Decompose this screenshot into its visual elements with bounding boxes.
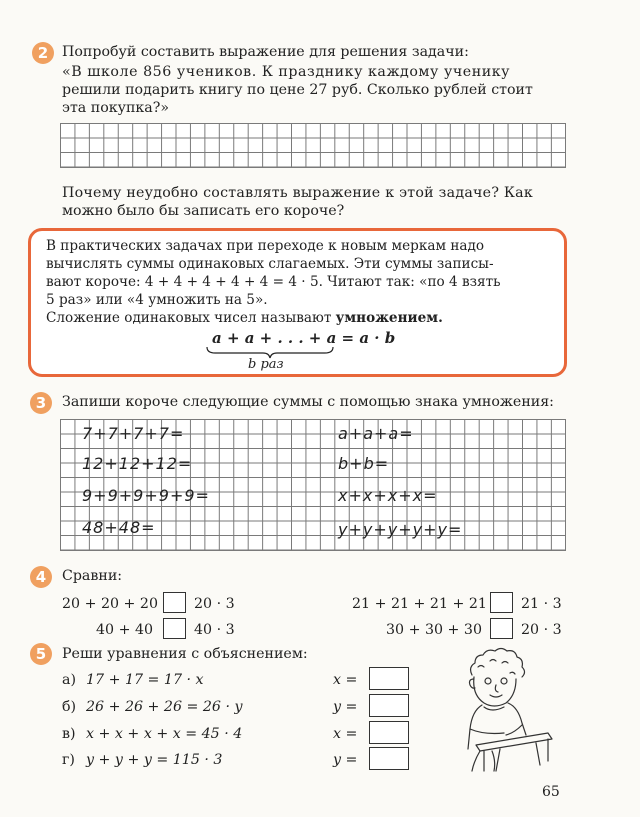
answer-box-c[interactable] <box>369 721 409 744</box>
task3-title: Запиши короче следующие суммы с помощью знака умножения: <box>62 394 554 410</box>
eq-a: 17 + 17 = 17 · x <box>86 672 204 688</box>
compare-left-3: 21 + 21 + 21 + 21 <box>352 596 487 612</box>
compare-left-4: 30 + 30 + 30 <box>386 622 482 638</box>
compare-right-4: 20 · 3 <box>521 622 562 638</box>
task-number-5: 5 <box>30 643 52 665</box>
sum-a: a+a+a= <box>338 424 414 443</box>
sum-7: 7+7+7+7= <box>82 424 185 443</box>
sum-9: 9+9+9+9+9= <box>82 486 210 505</box>
rule-line5-plain: Сложение одинаковых чисел называют <box>46 310 336 326</box>
answer-box-b[interactable] <box>369 694 409 717</box>
task2-line4: эта покупка?» <box>62 100 170 116</box>
compare-left-2: 40 + 40 <box>96 622 154 638</box>
rule-line5 <box>46 310 443 327</box>
task2-question2: можно было бы записать его короче? <box>62 203 345 219</box>
eq-var-d: y = <box>333 752 358 768</box>
eq-var-c: x = <box>333 726 358 742</box>
sum-48: 48+48= <box>82 518 156 537</box>
eq-var-a: x = <box>333 672 358 688</box>
boy-illustration <box>440 645 565 775</box>
rule-line5-bold: умножением. <box>335 310 443 326</box>
answer-grid-task2[interactable] <box>60 123 566 168</box>
multiplication-formula: a + a + . . . + a = a · b <box>212 329 396 347</box>
eq-label-d: г) <box>62 752 75 768</box>
task2-line1: Попробуй составить выражение для решения задачи: <box>62 44 469 60</box>
task-number-2: 2 <box>32 42 54 64</box>
compare-box-3[interactable] <box>490 592 513 613</box>
eq-var-b: y = <box>333 699 358 715</box>
brace-label: b раз <box>248 357 284 372</box>
eq-label-a: а) <box>62 672 76 688</box>
sum-x: x+x+x+x= <box>338 486 438 505</box>
compare-box-1[interactable] <box>163 592 186 613</box>
rule-line2: вычислять суммы одинаковых слагаемых. Эти суммы записы- <box>46 256 494 272</box>
eq-d: y + y + y = 115 · 3 <box>86 752 223 768</box>
task5-title: Реши уравнения с объяснением: <box>62 646 308 662</box>
compare-right-1: 20 · 3 <box>194 596 235 612</box>
page-number: 65 <box>542 784 560 800</box>
compare-right-3: 21 · 3 <box>521 596 562 612</box>
eq-b: 26 + 26 + 26 = 26 · y <box>86 699 243 715</box>
answer-box-d[interactable] <box>369 747 409 770</box>
task2-line3: решили подарить книгу по цене 27 руб. Сколько рублей стоит <box>62 82 533 98</box>
rule-line1: В практических задачах при переходе к новым меркам надо <box>46 238 485 254</box>
sum-b: b+b= <box>338 454 390 473</box>
compare-left-1: 20 + 20 + 20 <box>62 596 158 612</box>
rule-line4: 5 раз» или «4 умножить на 5». <box>46 292 268 308</box>
compare-box-2[interactable] <box>163 618 186 639</box>
task-number-3: 3 <box>30 392 52 414</box>
sum-12: 12+12+12= <box>82 454 193 473</box>
rule-line3: вают короче: 4 + 4 + 4 + 4 + 4 = 4 · 5. Читают так: «по 4 взять <box>46 274 501 290</box>
task2-line2: «В школе 856 учеников. К празднику каждому ученику <box>62 64 511 80</box>
sum-y: y+y+y+y+y= <box>338 520 463 539</box>
compare-box-4[interactable] <box>490 618 513 639</box>
task4-title: Сравни: <box>62 568 123 584</box>
eq-c: x + x + x + x = 45 · 4 <box>86 726 243 742</box>
answer-box-a[interactable] <box>369 667 409 690</box>
task2-question1: Почему неудобно составлять выражение к этой задаче? Как <box>62 185 533 201</box>
task-number-4: 4 <box>30 566 52 588</box>
eq-label-b: б) <box>62 699 77 715</box>
compare-right-2: 40 · 3 <box>194 622 235 638</box>
eq-label-c: в) <box>62 726 76 742</box>
